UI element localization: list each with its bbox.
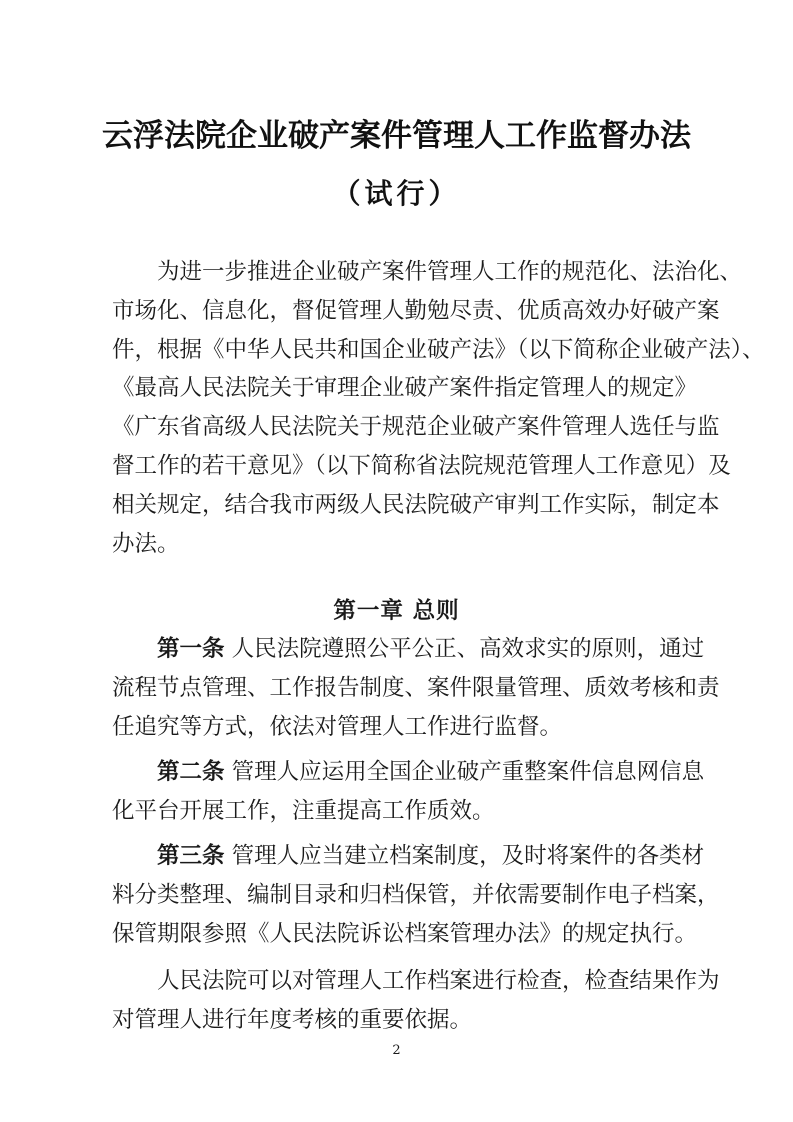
preamble-line: 相关规定，结合我市两级人民法院破产审判工作实际，制定本 bbox=[112, 491, 720, 518]
page-number: 2 bbox=[392, 1043, 401, 1058]
article-2-first-line bbox=[112, 753, 705, 792]
article-1-line: 任追究等方式，依法对管理人工作进行监督。 bbox=[112, 713, 563, 740]
article-3-label: 第三条 bbox=[157, 843, 225, 869]
article-3-line: 料分类整理、编制目录和归档保管，并依需要制作电子档案， bbox=[112, 881, 720, 908]
article-3-text: 管理人应当建立档案制度，及时将案件的各类材 bbox=[231, 843, 705, 869]
article-3-paragraph-2 bbox=[112, 962, 720, 1040]
article-1-first-line bbox=[112, 630, 705, 669]
preamble-line: 办法。 bbox=[112, 530, 180, 557]
document-title: 云浮法院企业破产案件管理人工作监督办法 bbox=[102, 118, 691, 154]
preamble-line: 《最高人民法院关于审理企业破产案件指定管理人的规定》 bbox=[112, 375, 698, 402]
article-1 bbox=[112, 630, 720, 746]
article-1-line: 流程节点管理、工作报告制度、案件限量管理、质效考核和责 bbox=[112, 674, 720, 701]
chapter-heading: 第一章 总则 bbox=[333, 598, 460, 624]
article-1-label: 第一条 bbox=[157, 636, 225, 662]
article-3 bbox=[112, 837, 720, 953]
preamble-line: 件，根据《中华人民共和国企业破产法》（以下简称企业破产法）、 bbox=[112, 336, 765, 363]
article-3-line: 保管期限参照《人民法院诉讼档案管理办法》的规定执行。 bbox=[112, 920, 698, 947]
preamble-line: 为进一步推进企业破产案件管理人工作的规范化、法治化、 bbox=[157, 259, 743, 285]
article-2-text: 管理人应运用全国企业破产重整案件信息网信息 bbox=[231, 759, 705, 785]
article-2-line: 化平台开展工作，注重提高工作质效。 bbox=[112, 797, 495, 824]
article-1-text: 人民法院遵照公平公正、高效求实的原则，通过 bbox=[231, 636, 705, 662]
article-3-first-line bbox=[112, 837, 705, 876]
preamble-line: 督工作的若干意见》（以下简称省法院规范管理人工作意见）及 bbox=[112, 452, 731, 479]
article-2-label: 第二条 bbox=[157, 759, 225, 785]
article-3-para2-line: 人民法院可以对管理人工作档案进行检查，检查结果作为 bbox=[157, 968, 720, 994]
document-subtitle: （试行） bbox=[332, 177, 461, 210]
article-2 bbox=[112, 753, 705, 831]
preamble-line: 市场化、信息化，督促管理人勤勉尽责、优质高效办好破产案 bbox=[112, 297, 720, 324]
preamble-line: 《广东省高级人民法院关于规范企业破产案件管理人选任与监 bbox=[112, 414, 720, 441]
preamble bbox=[112, 253, 765, 563]
article-3-para2-line: 对管理人进行年度考核的重要依据。 bbox=[112, 1006, 473, 1033]
